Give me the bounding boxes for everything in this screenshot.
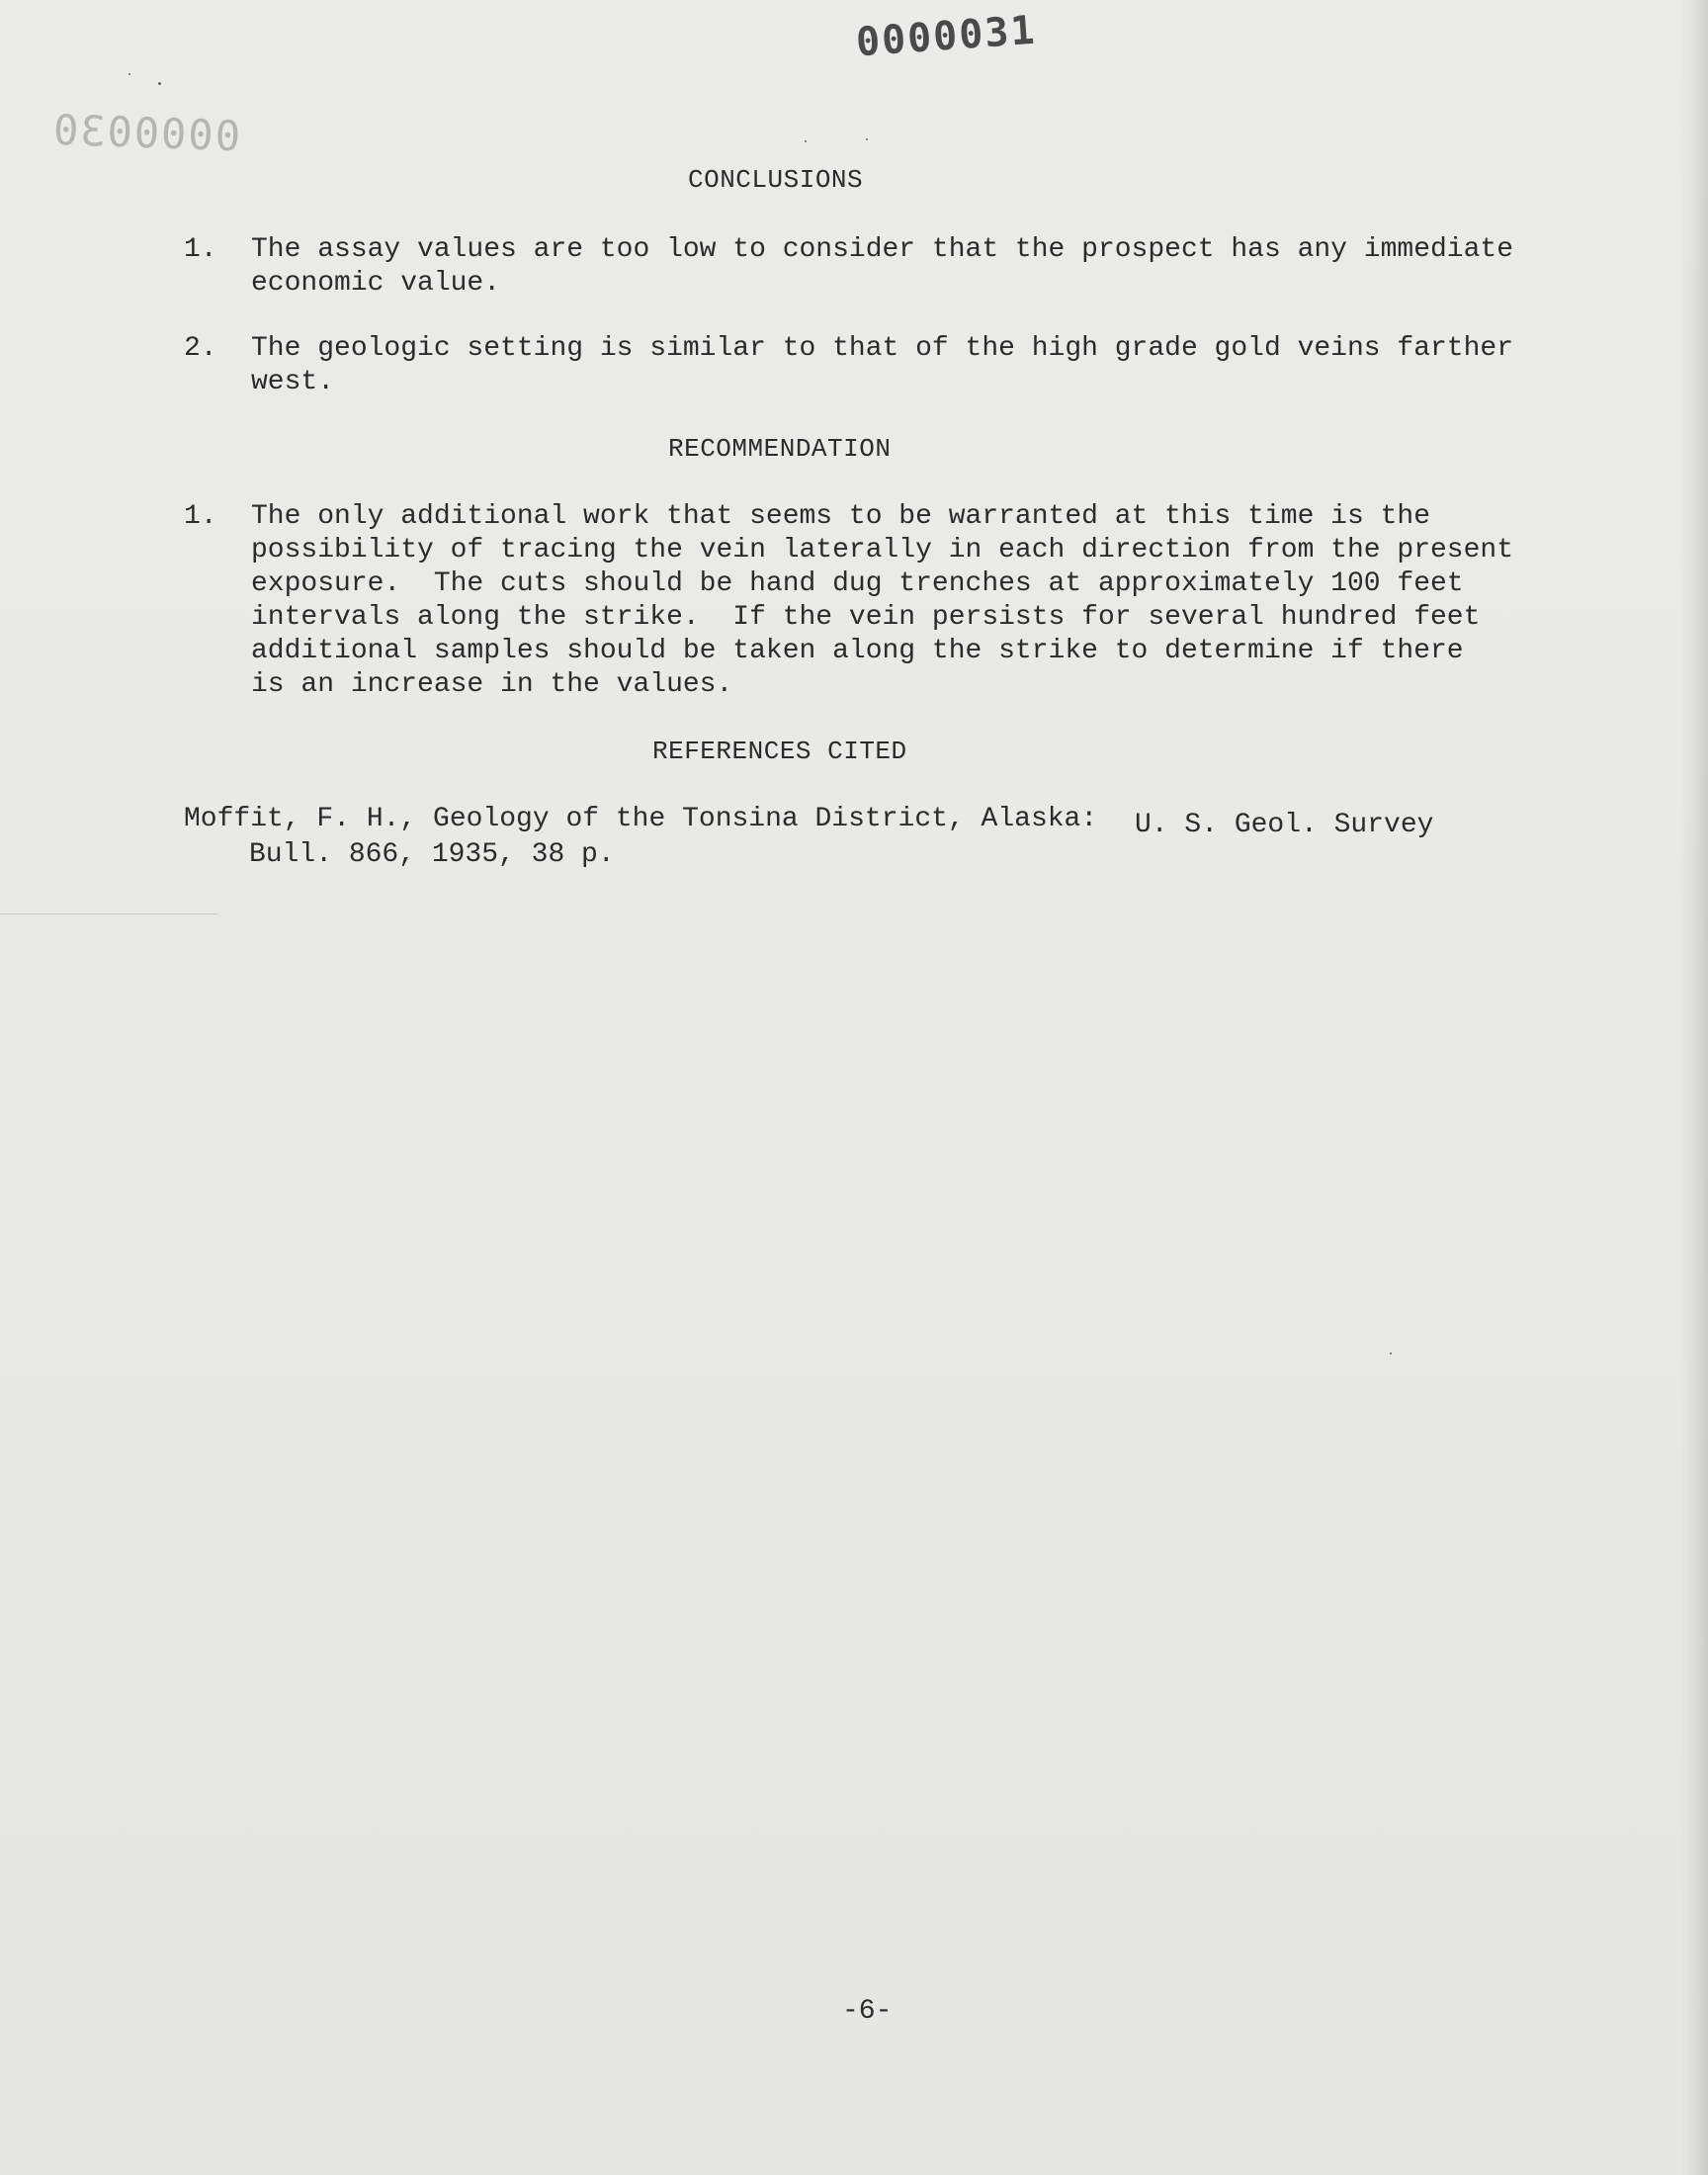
recommendation-1-line-3: exposure. The cuts should be hand dug trenches at approximately 100 feet <box>251 568 1464 599</box>
list-number: 1. <box>184 234 217 265</box>
scan-speck <box>805 140 807 142</box>
recommendation-1-line-6: is an increase in the values. <box>251 669 733 700</box>
page-edge-shadow <box>1680 0 1708 2175</box>
scan-speck <box>128 73 130 75</box>
section-heading-conclusions: CONCLUSIONS <box>688 165 864 195</box>
scan-speck <box>1390 1352 1392 1354</box>
reference-line-1b: U. S. Geol. Survey <box>1135 810 1434 840</box>
list-number: 2. <box>184 333 217 364</box>
reference-line-2: Bull. 866, 1935, 38 p. <box>249 839 615 870</box>
section-heading-references: REFERENCES CITED <box>652 737 907 766</box>
conclusion-1-line-2: economic value. <box>251 268 501 299</box>
reference-line-1a: Moffit, F. H., Geology of the Tonsina District, Alaska: <box>184 804 1098 834</box>
bates-stamp-top: 0000031 <box>854 7 1038 66</box>
section-heading-recommendation: RECOMMENDATION <box>668 434 892 464</box>
list-number: 1. <box>184 501 217 532</box>
conclusion-1-line-1: The assay values are too low to consider that the prospect has any immediate <box>251 234 1514 265</box>
bates-stamp-bleedthrough: 0000030 <box>50 105 241 161</box>
recommendation-1-line-1: The only additional work that seems to be warranted at this time is the <box>251 501 1430 532</box>
conclusion-2-line-1: The geologic setting is similar to that of the high grade gold veins farther <box>251 333 1514 364</box>
page-number: -6- <box>842 1996 893 2027</box>
recommendation-1-line-4: intervals along the strike. If the vein persists for several hundred feet <box>251 602 1481 633</box>
scan-speck <box>866 138 868 140</box>
recommendation-1-line-5: additional samples should be taken along the strike to determine if there <box>251 636 1464 666</box>
scan-speck <box>158 82 161 85</box>
conclusion-2-line-2: west. <box>251 367 335 397</box>
recommendation-1-line-2: possibility of tracing the vein laterally in each direction from the present <box>251 535 1514 566</box>
